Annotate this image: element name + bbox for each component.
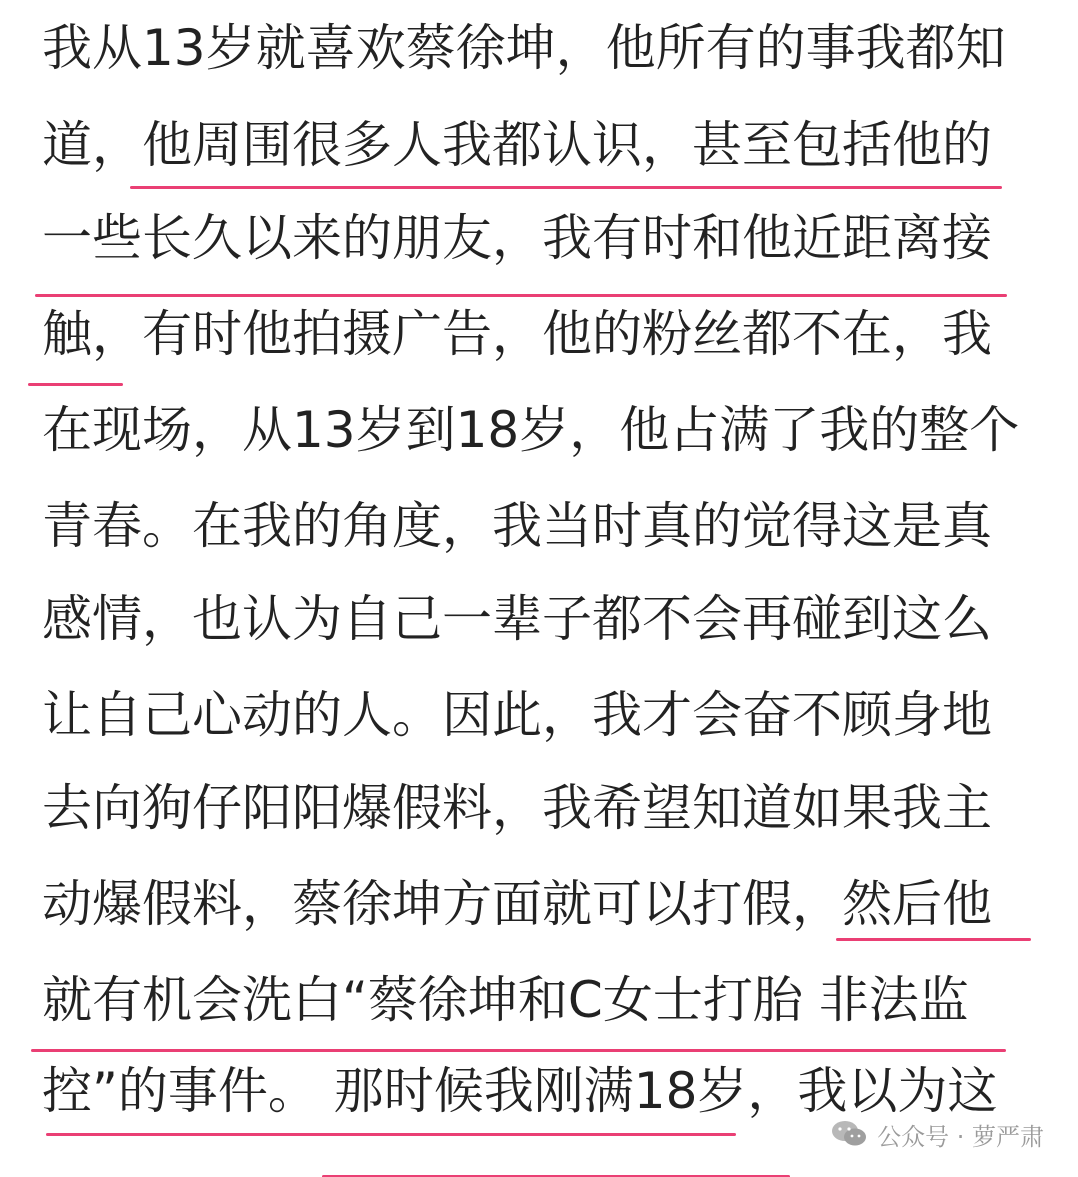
underline-2 bbox=[35, 294, 1007, 297]
wechat-icon bbox=[829, 1117, 869, 1151]
text-line-5: 在现场，从13岁到18岁，他占满了我的整个 bbox=[42, 401, 1020, 459]
watermark-text: 公众号 · 萝严肃 bbox=[877, 1122, 1044, 1151]
text-line-1: 我从13岁就喜欢蔡徐坤，他所有的事我都知 bbox=[42, 19, 1006, 77]
underline-4 bbox=[836, 938, 1031, 941]
text-line-8: 让自己心动的人。因此，我才会奋不顾身地 bbox=[42, 686, 992, 744]
text-line-10: 动爆假料，蔡徐坤方面就可以打假，然后他 bbox=[42, 875, 992, 933]
text-line-6: 青春。在我的角度，我当时真的觉得这是真 bbox=[42, 497, 992, 555]
watermark bbox=[829, 1114, 1044, 1154]
underline-3 bbox=[28, 383, 123, 386]
text-line-2: 道，他周围很多人我都认识，甚至包括他的 bbox=[42, 116, 992, 174]
text-line-4: 触，有时他拍摄广告，他的粉丝都不在，我 bbox=[42, 305, 992, 363]
text-line-9: 去向狗仔阳阳爆假料，我希望知道如果我主 bbox=[42, 779, 992, 837]
underline-1 bbox=[130, 186, 1002, 189]
text-line-3: 一些长久以来的朋友，我有时和他近距离接 bbox=[42, 209, 992, 267]
underline-5 bbox=[31, 1049, 1006, 1052]
text-line-11: 就有机会洗白“蔡徐坤和C女士打胎 非法监 bbox=[42, 971, 969, 1029]
text-line-12: 控”的事件。 那时候我刚满18岁，我以为这 bbox=[42, 1062, 998, 1120]
text-line-7: 感情，也认为自己一辈子都不会再碰到这么 bbox=[42, 590, 992, 648]
underline-6 bbox=[46, 1133, 736, 1136]
